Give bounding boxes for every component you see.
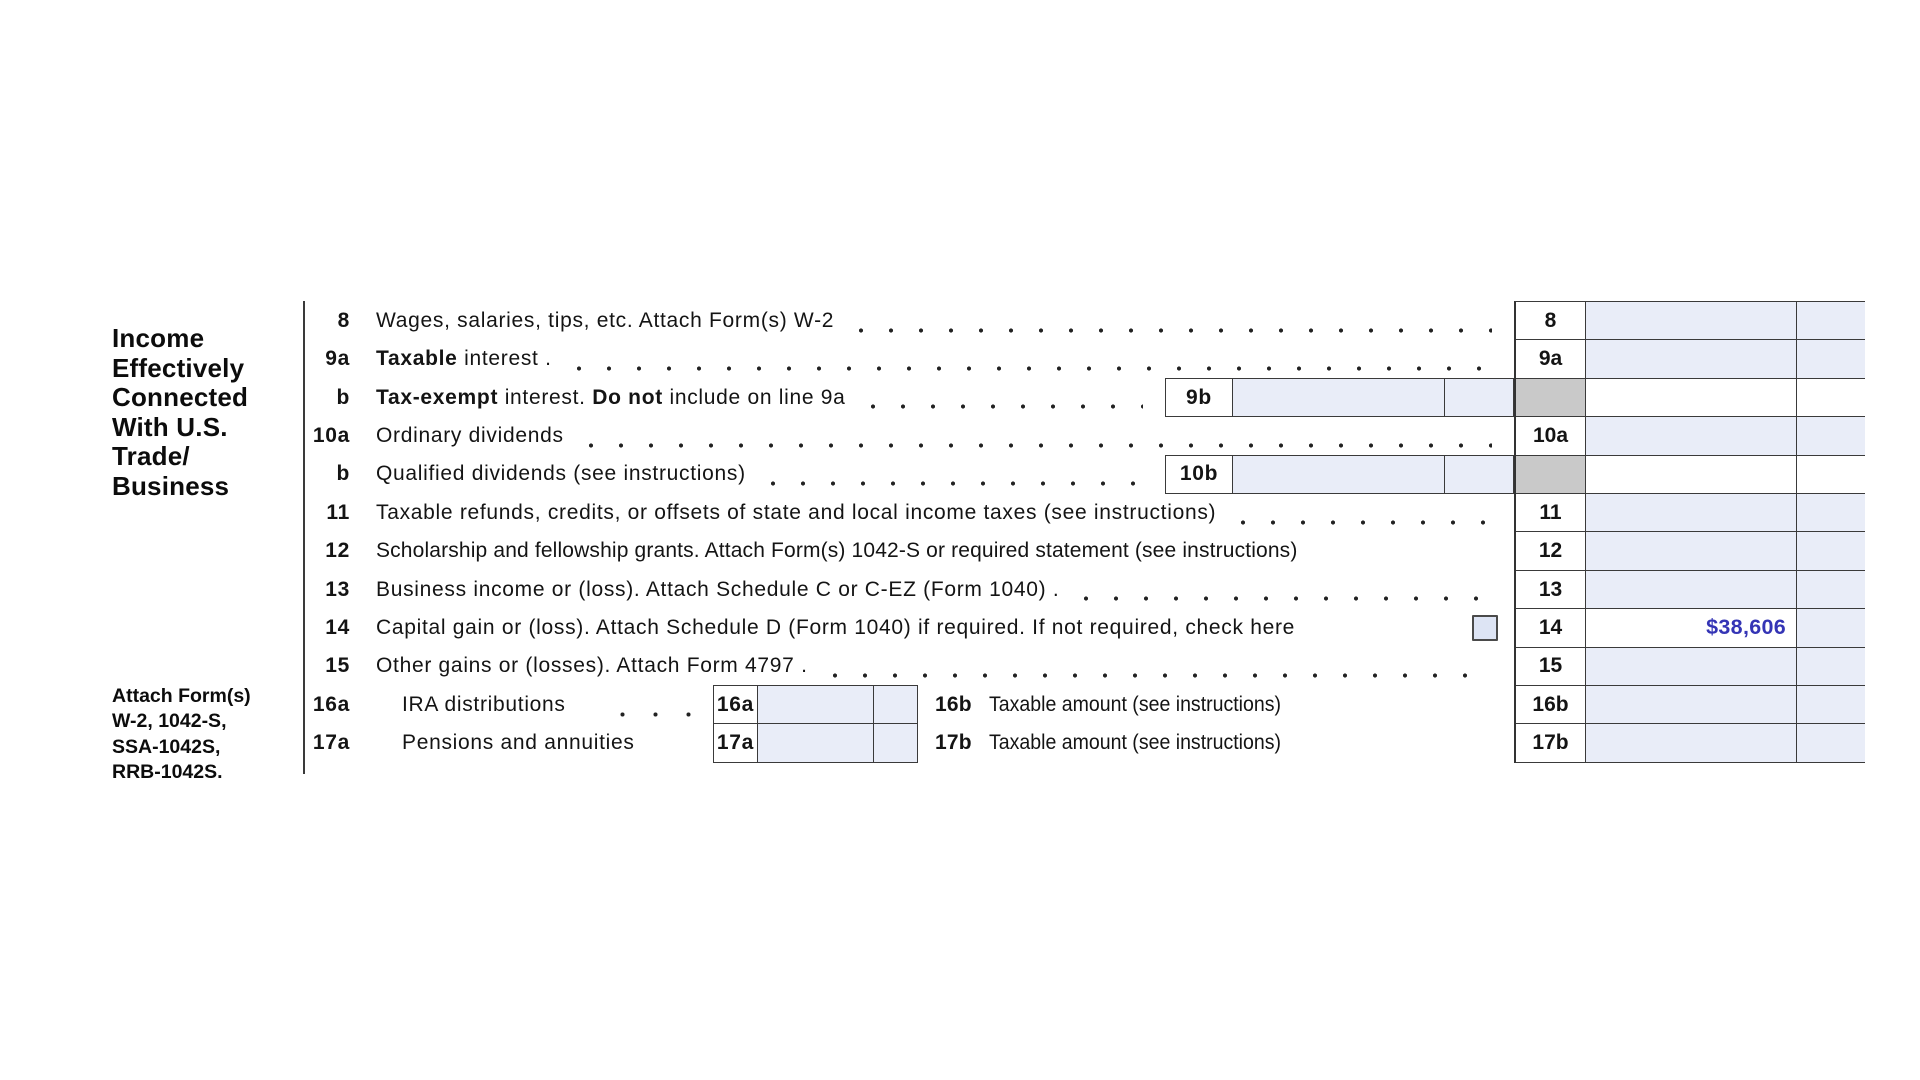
form-line-9a <box>306 340 1514 378</box>
line-number-label: b <box>336 462 350 486</box>
form-line-b <box>306 378 1514 416</box>
attach-note-line: Attach Form(s) <box>112 685 251 707</box>
sub-box-9b <box>1165 378 1514 416</box>
amount-field-16b[interactable] <box>1586 686 1797 724</box>
line-10b-amount-field[interactable] <box>1233 456 1445 492</box>
line-number-label: 12 <box>325 539 350 563</box>
line-text-part: Qualified dividends (see instructions) <box>376 462 746 486</box>
mid-line-number-label: 16b <box>935 692 972 716</box>
line-text <box>376 309 834 333</box>
dot-leaders <box>1071 570 1492 608</box>
amount-field-17b[interactable] <box>1586 724 1797 762</box>
line-text-bold: Taxable <box>376 347 458 371</box>
line-text <box>376 724 635 762</box>
section-title-line: With U.S. <box>112 411 228 442</box>
line-9b-amount-field[interactable] <box>1233 379 1445 415</box>
line-text <box>376 686 566 724</box>
cents-field-14[interactable] <box>1797 609 1865 647</box>
sub-box-line-label: 10b <box>1166 456 1233 492</box>
line-text-part: include on line 9a <box>662 385 846 409</box>
mid-line-text: Taxable amount (see instructions) <box>989 692 1282 716</box>
form-line-b <box>306 455 1514 493</box>
amount-value-14[interactable]: $38,606 <box>1586 609 1797 647</box>
section-title-line: Connected <box>112 382 249 412</box>
amount-field-12[interactable] <box>1586 532 1797 570</box>
form-line-14 <box>306 609 1514 647</box>
sub-box-17a <box>713 723 918 763</box>
line-number-label: 8 <box>337 308 350 332</box>
line-text-part: Pensions and annuities <box>402 731 635 755</box>
section-title-line: Effectively <box>112 352 245 383</box>
line-text <box>376 616 1295 640</box>
form-line-12 <box>306 532 1514 570</box>
line-text-part: Wages, salaries, tips, etc. Attach Form(s) W-2 <box>376 308 835 332</box>
amount-field-8[interactable] <box>1586 302 1797 340</box>
line-16a-cents-field[interactable] <box>874 686 917 724</box>
line-text <box>376 424 564 448</box>
dot-leaders <box>820 647 1492 685</box>
shaded-number-cell <box>1516 379 1586 417</box>
attach-forms-note <box>112 684 302 786</box>
line-number-cell: 12 <box>1516 532 1586 570</box>
cents-field-17b[interactable] <box>1797 724 1865 762</box>
cents-field-9a[interactable] <box>1797 340 1865 378</box>
form-line-10a <box>306 417 1514 455</box>
form-line-17a <box>306 724 1514 762</box>
sub-box-line-label: 16a <box>714 686 758 724</box>
mid-line-number-label: 17b <box>935 731 972 755</box>
line-text <box>376 654 808 678</box>
line-17a-cents-field[interactable] <box>874 724 917 762</box>
form-line-13 <box>306 570 1514 608</box>
line-number-cell: 16b <box>1516 686 1586 724</box>
line-text-part: interest . <box>457 347 552 371</box>
form-line-11 <box>306 494 1514 532</box>
line-text <box>402 731 635 755</box>
dot-leaders <box>602 686 702 724</box>
check-here-checkbox[interactable] <box>1472 615 1498 641</box>
cents-field-b <box>1797 379 1865 417</box>
amount-field-b <box>1586 379 1797 417</box>
line-number-label: 15 <box>325 654 350 678</box>
line-number-label: 16a <box>312 692 350 716</box>
line-number-label: b <box>336 385 350 409</box>
amount-field-b <box>1586 456 1797 494</box>
amount-field-15[interactable] <box>1586 648 1797 686</box>
attach-note-line: RRB-1042S. <box>112 761 223 784</box>
line-text-part: Capital gain or (loss). Attach Schedule D (Form 1040) if required. If not required, check here <box>376 616 1296 640</box>
dot-leaders <box>576 417 1492 455</box>
cents-field-11[interactable] <box>1797 494 1865 532</box>
line-text-part: interest. <box>498 385 593 409</box>
line-16a-amount-field[interactable] <box>758 686 874 724</box>
line-text-part: Scholarship and fellowship grants. Attach Form(s) 1042-S or required statement (see instructions) <box>376 539 1298 563</box>
amount-field-10a[interactable] <box>1586 417 1797 455</box>
mid-line-text: Taxable amount (see instructions) <box>989 731 1282 755</box>
line-text <box>376 386 846 410</box>
sub-box-line-label: 17a <box>714 724 758 762</box>
sub-box-10b <box>1165 455 1514 493</box>
section-title <box>112 324 302 501</box>
attach-note-line: SSA-1042S, <box>112 735 221 758</box>
line-number-cell: 9a <box>1516 340 1586 378</box>
line-number-label: 17a <box>312 731 350 755</box>
line-number-label: 10a <box>312 423 350 447</box>
cents-field-8[interactable] <box>1797 302 1865 340</box>
line-number-label: 14 <box>325 616 350 640</box>
line-number-label: 9a <box>325 347 350 371</box>
cents-field-b <box>1797 456 1865 494</box>
line-text <box>402 693 566 717</box>
section-title-line: Trade/ <box>112 441 190 471</box>
amount-field-9a[interactable] <box>1586 340 1797 378</box>
line-text <box>376 539 1297 563</box>
line-text-bold: Tax-exempt <box>376 385 499 409</box>
dot-leaders <box>1228 494 1492 532</box>
line-text <box>376 501 1216 525</box>
line-text-part: Business income or (loss). Attach Schedule C or C-EZ (Form 1040) . <box>376 577 1060 601</box>
line-text-bold: Do not <box>592 385 663 409</box>
cents-field-16b[interactable] <box>1797 686 1865 724</box>
shaded-number-cell <box>1516 456 1586 494</box>
line-number-cell: 11 <box>1516 494 1586 532</box>
form-line-16a <box>306 686 1514 724</box>
line-number-cell: 17b <box>1516 724 1586 762</box>
line-17a-amount-field[interactable] <box>758 724 874 762</box>
dot-leaders <box>846 302 1492 340</box>
form-line-15 <box>306 647 1514 685</box>
line-number-label: 11 <box>326 500 350 524</box>
section-title-line: Business <box>112 470 230 501</box>
cents-field-15[interactable] <box>1797 648 1865 686</box>
line-text-part: IRA distributions <box>402 692 566 716</box>
cents-field-10a[interactable] <box>1797 417 1865 455</box>
section-title-line: Income <box>112 323 205 353</box>
line-text-part: Taxable refunds, credits, or offsets of state and local income taxes (see instructions) <box>376 500 1217 524</box>
sub-box-16a <box>713 685 918 725</box>
dot-leaders <box>564 340 1492 378</box>
line-text-part: Ordinary dividends <box>376 423 564 447</box>
line-number-cell: 10a <box>1516 417 1586 455</box>
line-number-cell: 13 <box>1516 571 1586 609</box>
attach-note-line: W-2, 1042-S, <box>112 710 227 733</box>
line-number-cell: 15 <box>1516 648 1586 686</box>
amount-field-11[interactable] <box>1586 494 1797 532</box>
dot-leaders <box>758 455 1143 493</box>
line-number-cell: 14 <box>1516 609 1586 647</box>
line-number-cell: 8 <box>1516 302 1586 340</box>
cents-field-13[interactable] <box>1797 571 1865 609</box>
dot-leaders <box>858 378 1143 416</box>
cents-field-12[interactable] <box>1797 532 1865 570</box>
form-line-8 <box>306 302 1514 340</box>
amount-table <box>1514 301 1865 763</box>
line-text <box>376 462 746 486</box>
sub-box-line-label: 9b <box>1166 379 1233 415</box>
line-text <box>376 578 1059 602</box>
line-9b-cents-field[interactable] <box>1445 379 1513 415</box>
line-text-part: Other gains or (losses). Attach Form 4797 . <box>376 654 808 678</box>
amount-field-13[interactable] <box>1586 571 1797 609</box>
line-10b-cents-field[interactable] <box>1445 456 1513 492</box>
line-text <box>376 347 552 371</box>
line-number-label: 13 <box>325 577 350 601</box>
